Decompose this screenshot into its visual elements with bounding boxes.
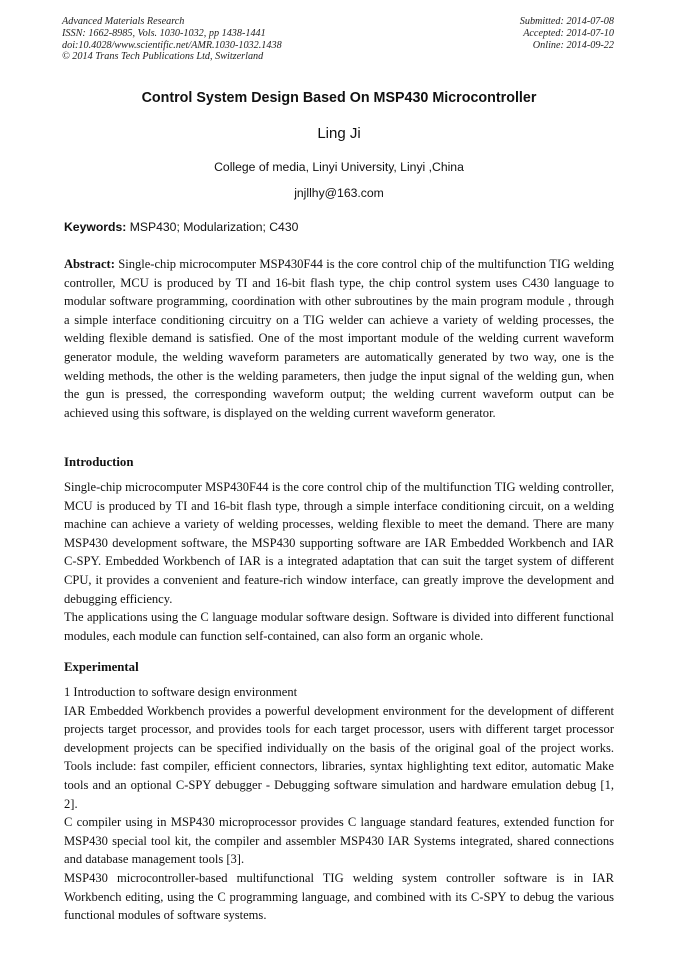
submitted-date: Submitted: 2014-07-08: [519, 16, 614, 27]
author-email: jnjllhy@163.com: [294, 186, 384, 200]
keywords-text: MSP430; Modularization; C430: [129, 220, 299, 234]
experimental-paragraph: MSP430 microcontroller-based multifunctional TIG welding system controller software is in IAR Workbench editing, using the C programming language, and combined with its C-SPY to debug the various functional modules of software systems.: [64, 870, 614, 923]
online-date: Online: 2014-09-22: [532, 39, 614, 51]
introduction-paragraph: Single-chip microcomputer MSP430F44 is the core control chip of the multifunction TIG welding controller, MCU is produced by TI and 16-bit flash type, through a simple interface conditioning circuit, on a welding machine can achieve a variety of welding processes, welding flexible to meet the demand. There are many MSP430 development software, the MSP430 supporting software are IAR Embedded Workbench and IAR C-SPY. Embedded Workbench of IAR is a integrated adaptation that can suit the target system of different CPU, it provides a convenient and feature-rich window interface, can greatly improve the development and debugging efficiency.: [64, 480, 614, 606]
introduction-body: [64, 478, 614, 645]
accepted-date: Accepted: 2014-07-10: [523, 27, 614, 39]
paper-title: Control System Design Based On MSP430 Microcontroller: [141, 90, 537, 106]
author-name: Ling Ji: [317, 125, 361, 142]
issn-line: ISSN: 1662-8985, Vols. 1030-1032, pp 1438-1441: [62, 27, 266, 39]
abstract: [64, 255, 614, 422]
keywords: [64, 220, 614, 234]
experimental-body: [64, 683, 614, 925]
experimental-paragraph: IAR Embedded Workbench provides a powerful development environment for the development of different projects target processor, and provides tools for each target processor, users with different target processor development projects can be specified individually on the basis of the original goal of the project works. Tools include: fast compiler, efficient connectors, libraries, syntax highlighting text editor, automatic Make tools and an optional C-SPY debugger - Debugging software simulation and hardware emulation debug [1, 2].: [64, 703, 614, 811]
introduction-paragraph: The applications using the C language modular software design. Software is divided into different functional modules, each module can function self-contained, can also form an organic whole.: [64, 610, 614, 643]
keywords-label: Keywords:: [64, 220, 127, 234]
experimental-paragraph: C compiler using in MSP430 microprocessor provides C language standard features, extended function for MSP430 special tool kit, the compiler and assembler MSP430 IAR Systems integrated, shared connections and database management tools [3].: [64, 815, 614, 867]
journal-header-right: [520, 16, 614, 51]
introduction-heading: Introduction: [64, 455, 134, 469]
doi-line: doi:10.4028/www.scientific.net/AMR.1030-1032.1438: [62, 39, 282, 51]
author-affiliation: College of media, Linyi University, Linyi ,China: [214, 160, 464, 174]
journal-name: Advanced Materials Research: [62, 16, 185, 27]
experimental-heading: Experimental: [64, 660, 139, 674]
journal-header-left: [62, 16, 282, 63]
abstract-text: Single-chip microcomputer MSP430F44 is the core control chip of the multifunction TIG welding controller, MCU is produced by TI and 16-bit flash type, the chip control system uses C430 language to modular software programming, coordination with other subroutines by the main program module , through a simple interface conditioning circuitry on a TIG welder can achieve a variety of welding processes, the welding flexible demand is satisfied. One of the most important module of the welding current waveform generator module, the welding waveform parameters are automatically generated by two way, one is the welding methods, the other is the welding parameters, then judge the input signal of the welding gun, when the gun is pressed, the corresponding waveform output; the welding current waveform output can be achieved using this software, is displayed on the welding current waveform generator.: [64, 257, 615, 420]
experimental-subheading: 1 Introduction to software design environment: [64, 685, 298, 699]
copyright-line: © 2014 Trans Tech Publications Ltd, Switzerland: [62, 51, 264, 63]
abstract-label: Abstract:: [64, 257, 115, 271]
